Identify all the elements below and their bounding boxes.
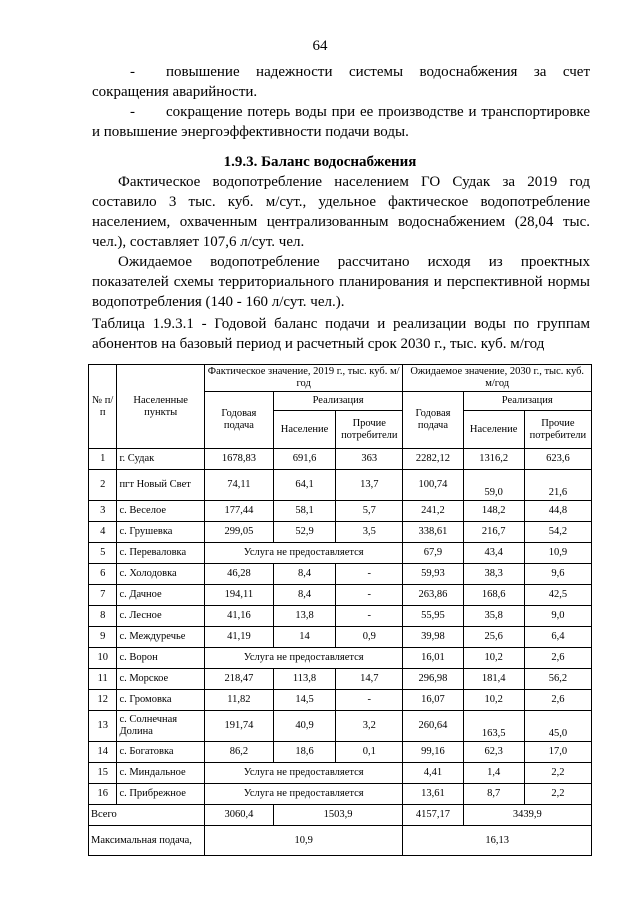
expected-other: 2,6	[524, 690, 591, 711]
service-not-provided: Услуга не предоставляется	[204, 648, 402, 669]
max-label: Максимальная подача,	[89, 826, 205, 856]
expected-population: 62,3	[463, 742, 524, 763]
expected-population: 1,4	[463, 763, 524, 784]
expected-supply: 338,61	[403, 522, 463, 543]
expected-other: 623,6	[524, 449, 591, 470]
actual-population: 14	[273, 627, 335, 648]
actual-supply: 74,11	[204, 470, 273, 501]
table-row	[89, 648, 592, 669]
actual-supply: 299,05	[204, 522, 273, 543]
settlement-name: пгт Новый Свет	[117, 470, 205, 501]
actual-other: -	[336, 606, 403, 627]
row-number: 15	[89, 763, 117, 784]
settlement-name: с. Веселое	[117, 501, 205, 522]
settlement-name: с. Междуречье	[117, 627, 205, 648]
total-expected-realization: 3439,9	[463, 805, 591, 826]
expected-other: 9,6	[524, 564, 591, 585]
actual-population: 40,9	[273, 711, 335, 742]
actual-population: 8,4	[273, 564, 335, 585]
actual-population: 14,5	[273, 690, 335, 711]
expected-supply: 13,61	[403, 784, 463, 805]
header-realization: Реализация	[273, 392, 403, 411]
service-not-provided: Услуга не предоставляется	[204, 543, 402, 564]
total-label: Всего	[89, 805, 205, 826]
expected-population: 43,4	[463, 543, 524, 564]
settlement-name: с. Морское	[117, 669, 205, 690]
expected-population: 35,8	[463, 606, 524, 627]
expected-other: 9,0	[524, 606, 591, 627]
actual-supply: 218,47	[204, 669, 273, 690]
header-annual-supply: Годовая подача	[204, 392, 273, 449]
actual-other: -	[336, 690, 403, 711]
total-actual-realization: 1503,9	[273, 805, 403, 826]
section-heading: 1.9.3. Баланс водоснабжения	[223, 154, 417, 170]
actual-other: 363	[336, 449, 403, 470]
table-row	[89, 543, 592, 564]
table-row	[89, 627, 592, 648]
expected-other: 2,6	[524, 648, 591, 669]
row-number: 11	[89, 669, 117, 690]
settlement-name: с. Лесное	[117, 606, 205, 627]
expected-other: 2,2	[524, 784, 591, 805]
settlement-name: с. Дачное	[117, 585, 205, 606]
actual-supply: 177,44	[204, 501, 273, 522]
row-number: 14	[89, 742, 117, 763]
table-row	[89, 564, 592, 585]
actual-population: 52,9	[273, 522, 335, 543]
expected-supply: 59,93	[403, 564, 463, 585]
header-settlement: Населенные пункты	[117, 365, 205, 449]
table-row	[89, 470, 592, 501]
actual-other: 3,2	[336, 711, 403, 742]
total-row	[89, 805, 592, 826]
header-annual-supply: Годовая подача	[403, 392, 463, 449]
expected-supply: 241,2	[403, 501, 463, 522]
expected-supply: 296,98	[403, 669, 463, 690]
row-number: 2	[89, 470, 117, 501]
expected-population: 8,7	[463, 784, 524, 805]
actual-other: 3,5	[336, 522, 403, 543]
expected-supply: 99,16	[403, 742, 463, 763]
actual-population: 691,6	[273, 449, 335, 470]
actual-other: 13,7	[336, 470, 403, 501]
actual-population: 113,8	[273, 669, 335, 690]
expected-population: 10,2	[463, 690, 524, 711]
table-row	[89, 784, 592, 805]
actual-supply: 191,74	[204, 711, 273, 742]
actual-population: 13,8	[273, 606, 335, 627]
page-number: 64	[312, 38, 328, 54]
balance-table	[88, 364, 592, 856]
settlement-name: с. Солнечная Долина	[117, 711, 205, 742]
paragraph: Фактическое водопотребление населением ГО Судак за 2019 год составило 3 тыс. куб. м/сут., удельное фактическое водопотребление населением, охваченным централизованным водоснабжением (28,04 тыс. чел.), составляет 107,6 л/сут. чел.	[92, 174, 590, 250]
expected-population: 10,2	[463, 648, 524, 669]
settlement-name: г. Судак	[117, 449, 205, 470]
table-row	[89, 742, 592, 763]
table-row	[89, 711, 592, 742]
expected-population: 181,4	[463, 669, 524, 690]
expected-population: 148,2	[463, 501, 524, 522]
table-row	[89, 606, 592, 627]
expected-population: 168,6	[463, 585, 524, 606]
bullet-text: сокращение потерь воды при ее производстве и транспортировке и повышение энергоэффективности подачи воды.	[92, 104, 590, 140]
row-number: 16	[89, 784, 117, 805]
expected-population: 1316,2	[463, 449, 524, 470]
table-caption: Таблица 1.9.3.1 - Годовой баланс подачи и реализации воды по группам абонентов на базовый период и расчетный срок 2030 г., тыс. куб. м/год	[92, 316, 590, 352]
actual-supply: 86,2	[204, 742, 273, 763]
header-expected-group: Ожидаемое значение, 2030 г., тыс. куб. м/год	[403, 365, 592, 392]
header-population: Население	[273, 411, 335, 449]
bullet-dash: -	[130, 104, 135, 120]
expected-other: 21,6	[524, 470, 591, 501]
actual-other: 0,1	[336, 742, 403, 763]
expected-other: 56,2	[524, 669, 591, 690]
paragraph: Ожидаемое водопотребление рассчитано исходя из проектных показателей схемы территориального планирования и перспективной нормы водопотребления (140 - 160 л/сут. чел.).	[92, 254, 590, 310]
total-expected-supply: 4157,17	[403, 805, 463, 826]
expected-supply: 16,07	[403, 690, 463, 711]
table-row	[89, 585, 592, 606]
settlement-name: с. Прибрежное	[117, 784, 205, 805]
actual-supply: 41,19	[204, 627, 273, 648]
actual-population: 58,1	[273, 501, 335, 522]
actual-other: 5,7	[336, 501, 403, 522]
expected-supply: 55,95	[403, 606, 463, 627]
expected-other: 17,0	[524, 742, 591, 763]
settlement-name: с. Богатовка	[117, 742, 205, 763]
row-number: 1	[89, 449, 117, 470]
expected-other: 6,4	[524, 627, 591, 648]
row-number: 4	[89, 522, 117, 543]
table-row	[89, 501, 592, 522]
expected-supply: 16,01	[403, 648, 463, 669]
bullet-dash: -	[130, 64, 135, 80]
expected-population: 163,5	[463, 711, 524, 742]
settlement-name: с. Громовка	[117, 690, 205, 711]
settlement-name: с. Ворон	[117, 648, 205, 669]
max-row	[89, 826, 592, 856]
actual-supply: 194,11	[204, 585, 273, 606]
row-number: 13	[89, 711, 117, 742]
header-other: Прочие потребители	[524, 411, 591, 449]
bullet-item	[92, 102, 590, 142]
expected-other: 44,8	[524, 501, 591, 522]
expected-supply: 67,9	[403, 543, 463, 564]
actual-population: 18,6	[273, 742, 335, 763]
table-row	[89, 763, 592, 784]
expected-population: 216,7	[463, 522, 524, 543]
settlement-name: с. Грушевка	[117, 522, 205, 543]
expected-supply: 263,86	[403, 585, 463, 606]
expected-supply: 260,64	[403, 711, 463, 742]
actual-supply: 46,28	[204, 564, 273, 585]
expected-supply: 100,74	[403, 470, 463, 501]
actual-population: 8,4	[273, 585, 335, 606]
expected-other: 42,5	[524, 585, 591, 606]
actual-other: -	[336, 585, 403, 606]
settlement-name: с. Холодовка	[117, 564, 205, 585]
actual-supply: 41,16	[204, 606, 273, 627]
expected-supply: 4,41	[403, 763, 463, 784]
bullet-text: повышение надежности системы водоснабжения за счет сокращения аварийности.	[92, 64, 590, 100]
service-not-provided: Услуга не предоставляется	[204, 784, 402, 805]
row-number: 8	[89, 606, 117, 627]
expected-supply: 2282,12	[403, 449, 463, 470]
settlement-name: с. Миндальное	[117, 763, 205, 784]
actual-supply: 11,82	[204, 690, 273, 711]
table-row	[89, 449, 592, 470]
row-number: 12	[89, 690, 117, 711]
max-expected: 16,13	[403, 826, 592, 856]
max-actual: 10,9	[204, 826, 402, 856]
actual-population: 64,1	[273, 470, 335, 501]
expected-other: 54,2	[524, 522, 591, 543]
row-number: 9	[89, 627, 117, 648]
header-other: Прочие потребители	[336, 411, 403, 449]
table-row	[89, 690, 592, 711]
table-body	[89, 449, 592, 805]
header-num: № п/п	[89, 365, 117, 449]
expected-population: 59,0	[463, 470, 524, 501]
settlement-name: с. Перевалoвка	[117, 543, 205, 564]
row-number: 5	[89, 543, 117, 564]
actual-other: -	[336, 564, 403, 585]
header-actual-group: Фактическое значение, 2019 г., тыс. куб. м/год	[204, 365, 402, 392]
actual-supply: 1678,83	[204, 449, 273, 470]
row-number: 10	[89, 648, 117, 669]
expected-population: 25,6	[463, 627, 524, 648]
header-realization: Реализация	[463, 392, 591, 411]
expected-supply: 39,98	[403, 627, 463, 648]
row-number: 3	[89, 501, 117, 522]
actual-other: 14,7	[336, 669, 403, 690]
bullet-item	[92, 62, 590, 102]
expected-other: 2,2	[524, 763, 591, 784]
table-row	[89, 522, 592, 543]
expected-other: 10,9	[524, 543, 591, 564]
table-row	[89, 669, 592, 690]
header-population: Население	[463, 411, 524, 449]
row-number: 7	[89, 585, 117, 606]
expected-other: 45,0	[524, 711, 591, 742]
actual-other: 0,9	[336, 627, 403, 648]
row-number: 6	[89, 564, 117, 585]
service-not-provided: Услуга не предоставляется	[204, 763, 402, 784]
total-actual-supply: 3060,4	[204, 805, 273, 826]
expected-population: 38,3	[463, 564, 524, 585]
